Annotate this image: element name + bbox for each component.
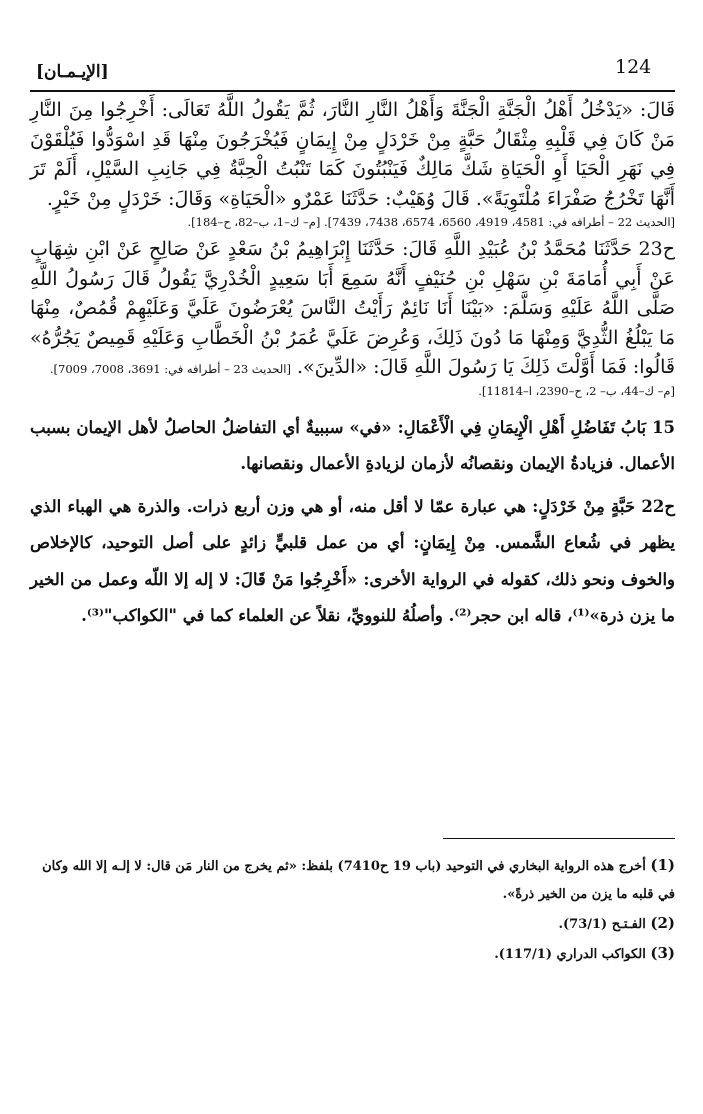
footnote-3 [30,939,675,969]
footnote-number: (2) [650,914,675,932]
commentary-22: ح22 حَبَّةٍ مِنْ خَرْدَلٍ: هي عبارة عمّا لا أقل منه، أو هي وزن أربع ذرات. والذرة هي الهباء الذي يظهر في شُعاع الشَّمس. مِنْ إِيمَانٍ: أي من عمل قلبيٍّ زائدٍ على أصل التوحيد، كالإخلاص والخوف ونحو ذلك، كقوله في الرواية الأخرى: «أَخْرِجُوا مَنْ قَالَ: لا إله إلا اللّه وعمل من الخير ما يزن ذرة»⁽¹⁾، قاله ابن حجر⁽²⁾. وأصلُهُ للنوويِّ، نقلاً عن العلماء كما في "الكواكب"⁽³⁾. [30,496,675,625]
hadith-22-text: قَالَ: «يَدْخُلُ أَهْلُ الْجَنَّةِ الْجَنَّةَ وَأَهْلُ النَّارِ النَّارَ، ثُمَّ يَقُولُ اللَّهُ تَعَالَى: أَخْرِجُوا مِنَ النَّارِ مَنْ كَانَ فِي قَلْبِهِ مِثْقَالُ حَبَّةٍ مِنْ خَرْدَلٍ مِنْ إِيمَانٍ فَيُخْرَجُونَ مِنْهَا قَدِ اسْوَدُّوا فَيُلْقَوْنَ فِي نَهَرِ الْحَيَا أَوِ الْحَيَاةِ شَكَّ مَالِكٌ فَيَنْبُتُونَ كَمَا تَنْبُتُ الْحِبَّةُ فِي جَانِبِ السَّيْلِ، أَلَمْ تَرَ أَنَّهَا تَخْرُجُ صَفْرَاءَ مُلْتَوِيَةً». قَالَ وُهَيْبٌ: حَدَّثَنَا عَمْرٌو «الْحَيَاةِ» وَقَالَ: خَرْدَلٍ مِنْ خَيْرٍ. [30,99,675,210]
book-page [30,50,675,635]
main-text [30,96,675,635]
page-number: 124 [615,56,652,78]
footnote-number: (3) [650,944,675,962]
footnote-text: الكواكب الدراري (117/1). [494,947,646,962]
hadith-23-body: ح23 حَدَّثَنَا مُحَمَّدُ بْنُ عُبَيْدِ اللَّهِ قَالَ: حَدَّثَنَا إِبْرَاهِيمُ بْنُ سَعْدٍ عَنْ صَالِحٍ عَنْ ابْنِ شِهَابٍ عَنْ أَبِي أُمَامَةَ بْنِ سَهْلِ بْنِ حُنَيْفٍ أَنَّهُ سَمِعَ أَبَا سَعِيدٍ الْخُدْرِيَّ يَقُولُ قَالَ رَسُولُ اللَّهِ صَلَّى اللَّهُ عَلَيْهِ وَسَلَّمَ: «بَيْنَا أَنَا نَائِمٌ رَأَيْتُ النَّاسَ يُعْرَضُونَ عَلَيَّ وَعَلَيْهِمْ قُمُصٌ، مِنْهَا مَا يَبْلُغُ الثُّدِيَّ وَمِنْهَا مَا دُونَ ذَلِكَ، وَعُرِضَ عَلَيَّ عُمَرُ بْنُ الْخَطَّابِ وَعَلَيْهِ قَمِيصٌ يَجُرُّهُ» قَالُوا: فَمَا أَوَّلْتَ ذَلِكَ يَا رَسُولَ اللَّهِ قَالَ: «الدِّينَ». [30,238,675,378]
footnote-text: الفـتـح (73/1). [558,917,646,932]
footnote-text: أخرج هذه الرواية البخاري في التوحيد (باب 19 ح7410) بلفظ: «ثم يخرج من النار مَن قال: لا إلـه إلا الله وكان في قلبه ما يزن من الخير ذرةً». [42,859,675,902]
footnote-2 [30,909,675,939]
hadith-23-atraf: [الحديث 23 – أطرافه في: 3691، 7008، 7009]. [49,362,291,376]
page-header [30,50,675,92]
hadith-23-muslim-ref: [م– ك–44، ب– 2، ح–2390، ا–11814]. [478,383,675,398]
footnotes [30,838,675,969]
running-title: [الإيـمـان] [36,62,109,82]
footnote-number: (1) [650,856,675,874]
chapter-15-heading: 15 بَابُ تَفَاضُلِ أَهْلِ الْإِيمَانِ فِي الْأَعْمَالِ: «في» سببيةٌ أي التفاضلُ الحاصلُ لأهل الإيمان بسبب الأعمال. فزيادةُ الإيمان ونقصانُه لأزمان لزيادةِ الأعمال ونقصانها. [30,417,675,473]
hadith-22-atraf: [الحديث 22 – أطرافه في: 4581، 4919، 6560، 6574، 7438، 7439]. [م– ك–1، ب–82، ح–184]. [187,215,675,229]
hadith-23-text [30,235,675,383]
footnote-1 [30,851,675,909]
footnote-divider [443,838,675,839]
